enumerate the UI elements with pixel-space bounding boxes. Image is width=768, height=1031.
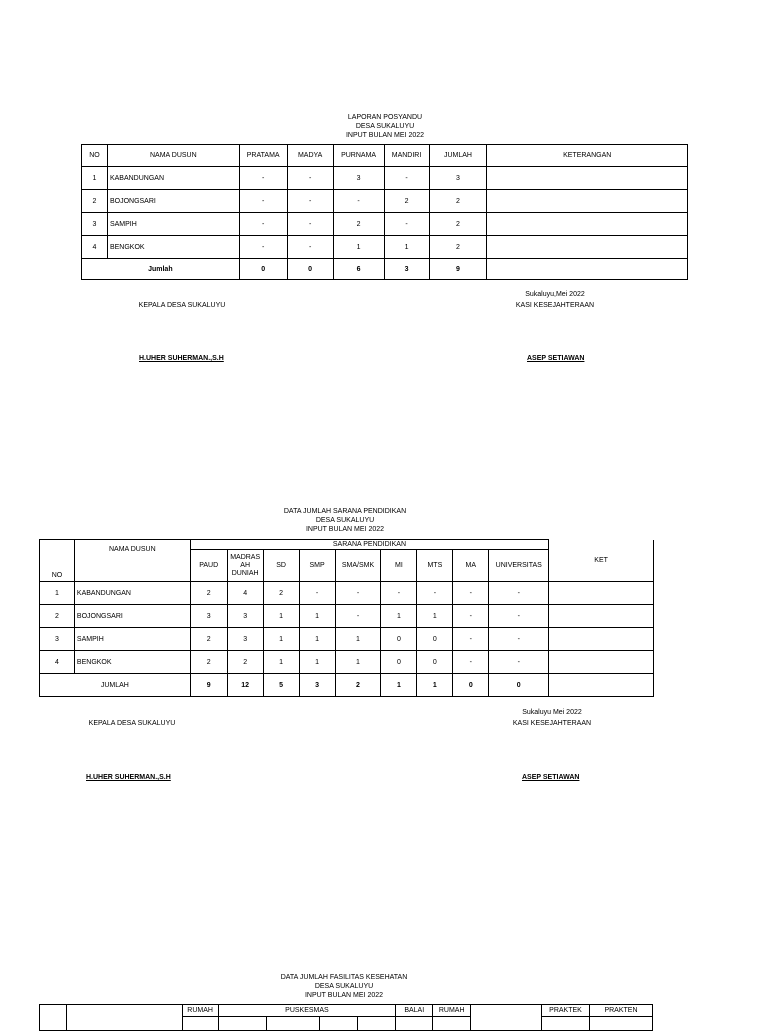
total-paud: 9 [190, 674, 227, 697]
posyandu-title-line-3: INPUT BULAN MEI 2022 [345, 132, 425, 139]
cell-no: 1 [40, 582, 75, 605]
cell-mandiri: 1 [384, 236, 429, 259]
header-rumah-2: RUMAH [433, 1005, 471, 1017]
cell-no: 4 [40, 651, 75, 674]
header-mandiri: MANDIRI [384, 145, 429, 167]
header-balai: BALAI [396, 1005, 433, 1017]
pendidikan-title-line-2: DESA SUKALUYU [315, 517, 375, 524]
cell-ma: - [453, 605, 489, 628]
total-mi: 1 [381, 674, 417, 697]
posyandu-right-date: Sukaluyu,Mei 2022 [525, 291, 585, 298]
cell-dusun: KABANDUNGAN [74, 582, 190, 605]
cell-paud: 2 [190, 582, 227, 605]
cell-madrasah: 3 [227, 628, 263, 651]
cell-smp: 1 [299, 651, 335, 674]
cell-purnama: 3 [333, 167, 384, 190]
cell-mi: 0 [381, 628, 417, 651]
header-no: NO [40, 540, 75, 582]
header-mts: MTS [417, 550, 453, 582]
header-sma-smk: SMA/SMK [335, 550, 381, 582]
cell-ma: - [453, 628, 489, 651]
cell-dusun: SAMPIH [74, 628, 190, 651]
cell-keterangan [487, 190, 688, 213]
table-row [40, 605, 654, 628]
pendidikan-group-header-row [40, 540, 654, 550]
cell-universitas: - [489, 628, 549, 651]
cell-ket [549, 605, 654, 628]
pendidikan-title-line-3: INPUT BULAN MEI 2022 [305, 526, 385, 533]
posyandu-title-line-2: DESA SUKALUYU [355, 123, 415, 130]
cell-no: 2 [40, 605, 75, 628]
total-jumlah: 9 [429, 259, 487, 280]
cell-mts: 0 [417, 628, 453, 651]
cell-universitas: - [489, 605, 549, 628]
cell-no: 3 [82, 213, 108, 236]
cell-mandiri: 2 [384, 190, 429, 213]
posyandu-title [300, 113, 470, 140]
cell-mandiri: - [384, 167, 429, 190]
header-sd: SD [263, 550, 299, 582]
posyandu-right-title: KASI KESEJAHTERAAN [515, 302, 595, 309]
total-mandiri: 3 [384, 259, 429, 280]
cell-universitas: - [489, 651, 549, 674]
cell-mts: 0 [417, 651, 453, 674]
total-madrasah: 12 [227, 674, 263, 697]
cell-jumlah: 2 [429, 236, 487, 259]
cell-smp: - [299, 582, 335, 605]
kesehatan-title-line-1: DATA JUMLAH FASILITAS KESEHATAN [280, 974, 408, 981]
cell-mi: 1 [381, 605, 417, 628]
cell-jumlah: 3 [429, 167, 487, 190]
cell-purnama: 1 [333, 236, 384, 259]
header-paud: PAUD [190, 550, 227, 582]
cell-sma-smk: - [335, 605, 381, 628]
cell-madrasah: 2 [227, 651, 263, 674]
posyandu-title-line-1: LAPORAN POSYANDU [347, 114, 423, 121]
header-ma: MA [453, 550, 489, 582]
total-smp: 3 [299, 674, 335, 697]
header-pratama: PRATAMA [239, 145, 287, 167]
cell-paud: 3 [190, 605, 227, 628]
cell-no: 3 [40, 628, 75, 651]
header-no [40, 1005, 67, 1031]
table-row [40, 651, 654, 674]
cell-dusun: BENGKOK [107, 236, 239, 259]
header-universitas: UNIVERSITAS [489, 550, 549, 582]
cell-mi: - [381, 582, 417, 605]
cell-no: 4 [82, 236, 108, 259]
header-sarana-pendidikan: SARANA PENDIDIKAN [190, 540, 549, 550]
cell-madya: - [287, 190, 333, 213]
cell-pratama: - [239, 236, 287, 259]
table-row [82, 236, 688, 259]
total-mts: 1 [417, 674, 453, 697]
cell-dusun: SAMPIH [107, 213, 239, 236]
cell-ma: - [453, 651, 489, 674]
header-rumah: RUMAH [182, 1005, 218, 1017]
cell-dusun: BOJONGSARI [107, 190, 239, 213]
pendidikan-right-name: ASEP SETIAWAN [522, 774, 580, 781]
total-pratama: 0 [239, 259, 287, 280]
cell-keterangan [487, 167, 688, 190]
header-prakten: PRAKTEN [589, 1005, 652, 1017]
cell-dusun: KABANDUNGAN [107, 167, 239, 190]
kesehatan-title-line-3: INPUT BULAN MEI 2022 [304, 992, 384, 999]
header-mi: MI [381, 550, 417, 582]
cell-sma-smk: - [335, 582, 381, 605]
cell-pratama: - [239, 190, 287, 213]
header-praktek: PRAKTEK [542, 1005, 590, 1017]
cell-purnama: 2 [333, 213, 384, 236]
table-row [82, 213, 688, 236]
header-madrasah-duniah: MADRAS AH DUNIAH [227, 550, 263, 582]
cell-ket [549, 582, 654, 605]
header-blank [471, 1005, 542, 1031]
posyandu-left-name: H.UHER SUHERMAN.,S.H [139, 355, 224, 362]
cell-mandiri: - [384, 213, 429, 236]
cell-jumlah: 2 [429, 213, 487, 236]
header-jumlah: JUMLAH [429, 145, 487, 167]
cell-sma-smk: 1 [335, 651, 381, 674]
cell-smp: 1 [299, 628, 335, 651]
table-row [82, 190, 688, 213]
total-purnama: 6 [333, 259, 384, 280]
posyandu-table [81, 144, 688, 280]
header-puskesmas: PUSKESMAS [218, 1005, 396, 1017]
pendidikan-right-title: KASI KESEJAHTERAAN [512, 720, 592, 727]
cell-madrasah: 3 [227, 605, 263, 628]
header-nama-dusun [66, 1005, 182, 1031]
table-row [40, 628, 654, 651]
cell-mi: 0 [381, 651, 417, 674]
pendidikan-total-row [40, 674, 654, 697]
pendidikan-title-line-1: DATA JUMLAH SARANA PENDIDIKAN [283, 508, 407, 515]
cell-pratama: - [239, 213, 287, 236]
cell-madrasah: 4 [227, 582, 263, 605]
posyandu-total-row [82, 259, 688, 280]
posyandu-header-row [82, 145, 688, 167]
pendidikan-table [39, 539, 654, 697]
total-ket [549, 674, 654, 697]
header-nama-dusun: NAMA DUSUN [74, 540, 190, 582]
header-nama-dusun: NAMA DUSUN [107, 145, 239, 167]
total-sma-smk: 2 [335, 674, 381, 697]
cell-madya: - [287, 213, 333, 236]
header-purnama: PURNAMA [333, 145, 384, 167]
header-ket: KET [549, 540, 654, 582]
cell-pratama: - [239, 167, 287, 190]
pendidikan-right-date: Sukaluyu Mei 2022 [522, 709, 582, 716]
cell-no: 2 [82, 190, 108, 213]
cell-no: 1 [82, 167, 108, 190]
header-smp: SMP [299, 550, 335, 582]
cell-sd: 1 [263, 651, 299, 674]
cell-sd: 1 [263, 605, 299, 628]
table-row [40, 582, 654, 605]
cell-keterangan [487, 213, 688, 236]
header-madya: MADYA [287, 145, 333, 167]
pendidikan-title [260, 507, 430, 534]
cell-purnama: - [333, 190, 384, 213]
total-madya: 0 [287, 259, 333, 280]
cell-madya: - [287, 236, 333, 259]
cell-universitas: - [489, 582, 549, 605]
posyandu-left-title: KEPALA DESA SUKALUYU [138, 302, 226, 309]
cell-mts: 1 [417, 605, 453, 628]
pendidikan-left-name: H.UHER SUHERMAN.,S.H [86, 774, 171, 781]
header-keterangan: KETERANGAN [487, 145, 688, 167]
kesehatan-table [39, 1004, 653, 1031]
cell-dusun: BOJONGSARI [74, 605, 190, 628]
total-keterangan [487, 259, 688, 280]
cell-ma: - [453, 582, 489, 605]
cell-dusun: BENGKOK [74, 651, 190, 674]
header-no: NO [82, 145, 108, 167]
total-sd: 5 [263, 674, 299, 697]
cell-jumlah: 2 [429, 190, 487, 213]
pendidikan-left-title: KEPALA DESA SUKALUYU [88, 720, 176, 727]
cell-keterangan [487, 236, 688, 259]
posyandu-right-name: ASEP SETIAWAN [527, 355, 585, 362]
total-label: Jumlah [82, 259, 240, 280]
cell-paud: 2 [190, 651, 227, 674]
kesehatan-title-line-2: DESA SUKALUYU [314, 983, 374, 990]
table-row [82, 167, 688, 190]
total-label: JUMLAH [40, 674, 191, 697]
total-universitas: 0 [489, 674, 549, 697]
total-ma: 0 [453, 674, 489, 697]
cell-madya: - [287, 167, 333, 190]
kesehatan-header-row [40, 1005, 653, 1017]
cell-sd: 1 [263, 628, 299, 651]
cell-ket [549, 651, 654, 674]
kesehatan-title [259, 973, 429, 1000]
cell-smp: 1 [299, 605, 335, 628]
cell-ket [549, 628, 654, 651]
cell-mts: - [417, 582, 453, 605]
cell-paud: 2 [190, 628, 227, 651]
cell-sma-smk: 1 [335, 628, 381, 651]
cell-sd: 2 [263, 582, 299, 605]
